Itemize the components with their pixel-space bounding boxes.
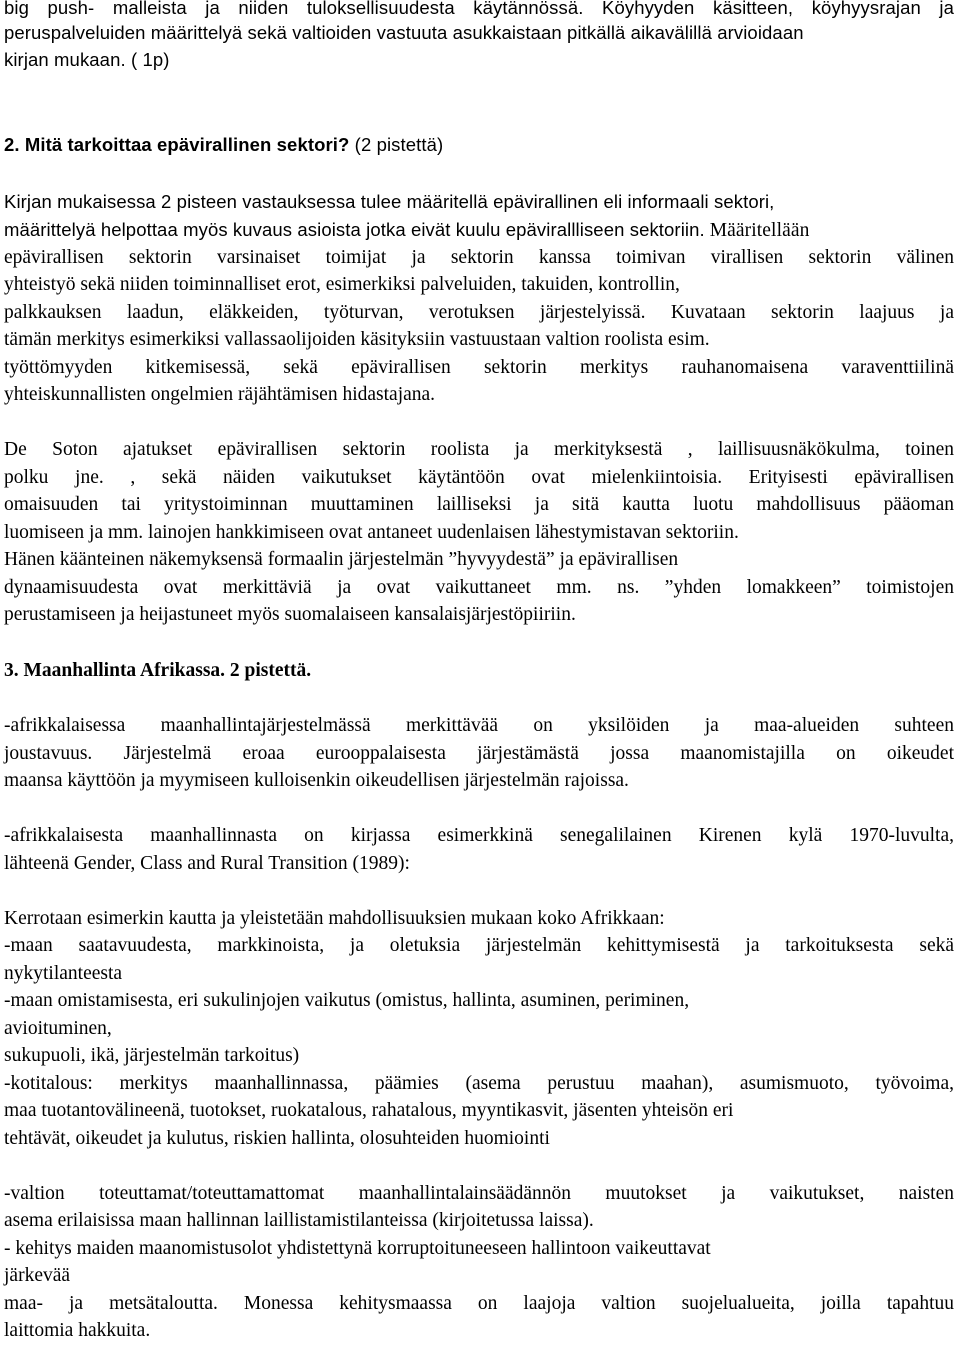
text-line: Kirjan mukaisessa 2 pisteen vastauksessa tulee määritellä epävirallinen eli informaali sektori, [4,191,775,212]
text-line: -maan saatavuudesta, markkinoista, ja oletuksia järjestelmän kehittymisestä ja tarkoituksesta sekä [4,935,954,956]
text-line: peruspalveluiden määrittelyä sekä valtioiden vastuuta asukkaistaan pitkällä aikavälillä arvioidaan [4,22,804,43]
text-line: tehtävät, oikeudet ja kulutus, riskien hallinta, olosuhteiden huomiointi [4,1128,550,1149]
text-line: yhteiskunnallisten ongelmien räjähtämisen hidastajana. [4,384,436,405]
text-line: -kotitalous: merkitys maanhallinnassa, päämies (asema perustuu maahan), asumismuoto, työvoima, [4,1073,954,1094]
text-line: Hänen käänteinen näkemyksensä formaalin järjestelmän ”hyvyydestä” ja epävirallisen [4,549,679,570]
section-heading: 3. Maanhallinta Afrikassa. 2 pistettä. [4,660,312,681]
question-title: 2. Mitä tarkoittaa epävirallinen sektori? [4,134,350,155]
text-line: dynaamisuudesta ovat merkittäviä ja ovat vaikuttaneet mm. ns. ”yhden lomakkeen” toimistojen [4,577,954,598]
text-line: nykytilanteesta [4,963,123,984]
text-line: polku jne. , sekä näiden vaikutukset käytäntöön ovat mielenkiintoisia. Erityisesti epävirallisen [4,467,954,488]
text-line: luomiseen ja mm. lainojen hankkimiseen ovat antaneet uudenlaisen lähestymistavan sektoriin. [4,522,739,543]
text-line: perustamiseen ja heijastuneet myös suomalaiseen kansalaisjärjestöpiiriin. [4,604,576,625]
text-line: - kehitys maiden maanomistusolot yhdistettynä korruptoituneeseen hallintoon vaikeuttavat [4,1238,711,1259]
text-line: sukupuoli, ikä, järjestelmän tarkoitus) [4,1045,300,1066]
text-segment: Määritellään [704,220,810,241]
text-line: yhteistyö sekä niiden toiminnalliset erot, esimerkiksi palveluiden, takuiden, kontrollin, [4,274,680,295]
text-line: -afrikkalaisessa maanhallintajärjestelmässä merkittävää on yksilöiden ja maa-alueiden suhteen [4,715,954,736]
text-line: Kerrotaan esimerkin kautta ja yleistetään mahdollisuuksien mukaan koko Afrikkaan: [4,908,665,929]
text-line: tämän merkitys esimerkiksi vallassaolijoiden käsityksiin vastuustaan valtion roolista esim. [4,329,710,350]
text-line: big push- malleista ja niiden tuloksellisuudesta käytännössä. Köyhyyden käsitteen, köyhyysrajan ja [4,0,954,18]
text-line: joustavuus. Järjestelmä eroaa eurooppalaisesta järjestämästä jossa maanomistajilla on oikeudet [4,743,954,764]
text-line: laittomia hakkuita. [4,1320,151,1341]
text-line [4,216,809,245]
question-heading [4,131,443,159]
text-line: epävirallisen sektorin varsinaiset toimijat ja sektorin kanssa toimivan virallisen sektorin välinen [4,247,954,268]
text-line: -afrikkalaisesta maanhallinnasta on kirjassa esimerkkinä senegalilainen Kirenen kylä 1970-luvulta, [4,825,954,846]
question-points: (2 pistettä) [349,134,444,155]
text-line: järkevää [4,1265,71,1286]
text-line: työttömyyden kitkemisessä, sekä epävirallisen sektorin merkitys rauhanomaisena varaventtiilinä [4,357,954,378]
text-line: palkkauksen laadun, eläkkeiden, työturvan, verotuksen järjestelyissä. Kuvataan sektorin laajuus ja [4,302,954,323]
text-segment: määrittelyä helpottaa myös kuvaus asioista jotka eivät kuulu epävirallliseen sektoriin. [4,219,705,240]
text-line: -valtion toteuttamat/toteuttamattomat maanhallintalainsäädännön muutokset ja vaikutukset, naisten [4,1183,954,1204]
text-line: maansa käyttöön ja myymiseen kulloisenkin oikeudellisen järjestelmän rajoissa. [4,770,629,791]
text-line: kirjan mukaan. ( 1p) [4,49,170,70]
text-line: avioituminen, [4,1018,112,1039]
text-line: De Soton ajatukset epävirallisen sektorin roolista ja merkityksestä , laillisuusnäkökulma, toinen [4,439,954,460]
text-line: asema erilaisissa maan hallinnan laillistamistilanteissa (kirjoitetussa laissa). [4,1210,594,1231]
text-line: omaisuuden tai yritystoiminnan muuttaminen lailliseksi ja sitä kautta luotu mahdollisuus pääoman [4,494,954,515]
text-line: maa tuotantovälineenä, tuotokset, ruokatalous, rahatalous, myyntikasvit, jäsenten yhteisön eri [4,1100,734,1121]
text-line: maa- ja metsätaloutta. Monessa kehitysmaassa on laajoja valtion suojelualueita, joilla tapahtuu [4,1293,954,1314]
text-line: -maan omistamisesta, eri sukulinjojen vaikutus (omistus, hallinta, asuminen, periminen, [4,990,690,1011]
text-line: lähteenä Gender, Class and Rural Transition (1989): [4,853,410,874]
